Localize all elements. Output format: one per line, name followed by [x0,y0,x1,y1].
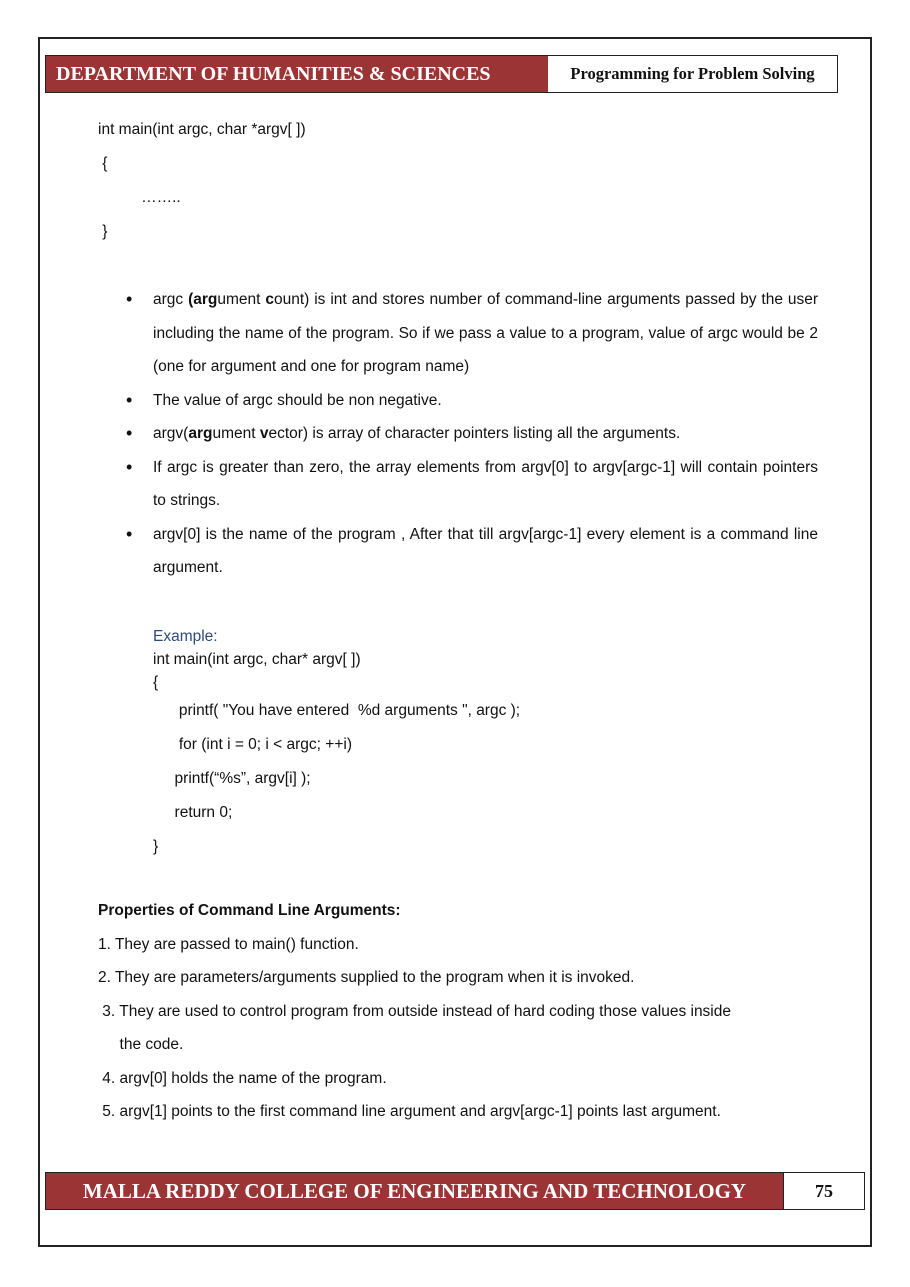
college-name: MALLA REDDY COLLEGE OF ENGINEERING AND TECHNOLOGY [46,1173,783,1209]
bullet-array-elements: • If argc is greater than zero, the array elements from argv[0] to argv[argc-1] will contain pointers to strings. [98,451,818,518]
bullet-text: ument [212,425,260,442]
bullet-text: argc [153,291,189,308]
bullet-argc [98,283,818,384]
bullet-text: ument [217,291,266,308]
page-number: 75 [783,1173,864,1209]
signature-line-3: …….. [98,189,181,206]
example-line-6: return 0; [153,803,233,821]
bullet-list [98,283,818,585]
bullet-text: ount) is int and stores number of command-line arguments passed by the user including the name of the program. So if we pass a value to a program, value of argc would be 2 (one for argument and one for program name) [153,291,819,375]
example-line-5: printf(“%s”, argv[i] ); [153,769,311,787]
page-header [45,55,838,93]
page-content [98,113,818,1129]
bullet-bold: arg [188,425,213,442]
bullet-bold: c [265,291,274,308]
bullet-argv [98,417,818,451]
example-line-3: printf( "You have entered %d arguments ", argc ); [153,701,521,719]
signature-line-1: int main(int argc, char *argv[ ]) [98,121,306,138]
bullet-argv0: • argv[0] is the name of the program , After that till argv[argc-1] every element is a command line argument. [98,518,818,585]
example-line-2: { [153,673,159,691]
example-line-1: int main(int argc, char* argv[ ]) [153,650,361,668]
department-title: DEPARTMENT OF HUMANITIES & SCIENCES [46,56,548,92]
bullet-text: ector) is array of character pointers listing all the arguments. [268,425,681,442]
property-5: 5. argv[1] points to the first command line argument and argv[argc-1] points last argument. [98,1103,721,1120]
bullet-bold: (arg [188,291,218,308]
example-block [153,625,818,864]
signature-line-2: { [98,155,108,172]
bullet-text: argv( [153,425,189,442]
example-label: Example: [153,627,218,645]
property-4: 4. argv[0] holds the name of the program. [98,1069,387,1087]
course-title: Programming for Problem Solving [570,64,815,83]
example-line-7: } [153,837,159,855]
property-3: 3. They are used to control program from outside instead of hard coding those values inside [98,1002,731,1020]
bullet-non-negative: • The value of argc should be non negative. [98,384,818,418]
page-footer [45,1172,865,1210]
bullet-bold: v [259,425,269,442]
property-1: 1. They are passed to main() function. [98,935,359,953]
signature-line-4: } [98,223,108,240]
property-3-continued: the code. [98,1036,184,1053]
property-2: 2. They are parameters/arguments supplied to the program when it is invoked. [98,969,635,986]
properties-title: Properties of Command Line Arguments: [98,901,401,919]
example-line-4: for (int i = 0; i < argc; ++i) [153,735,352,753]
